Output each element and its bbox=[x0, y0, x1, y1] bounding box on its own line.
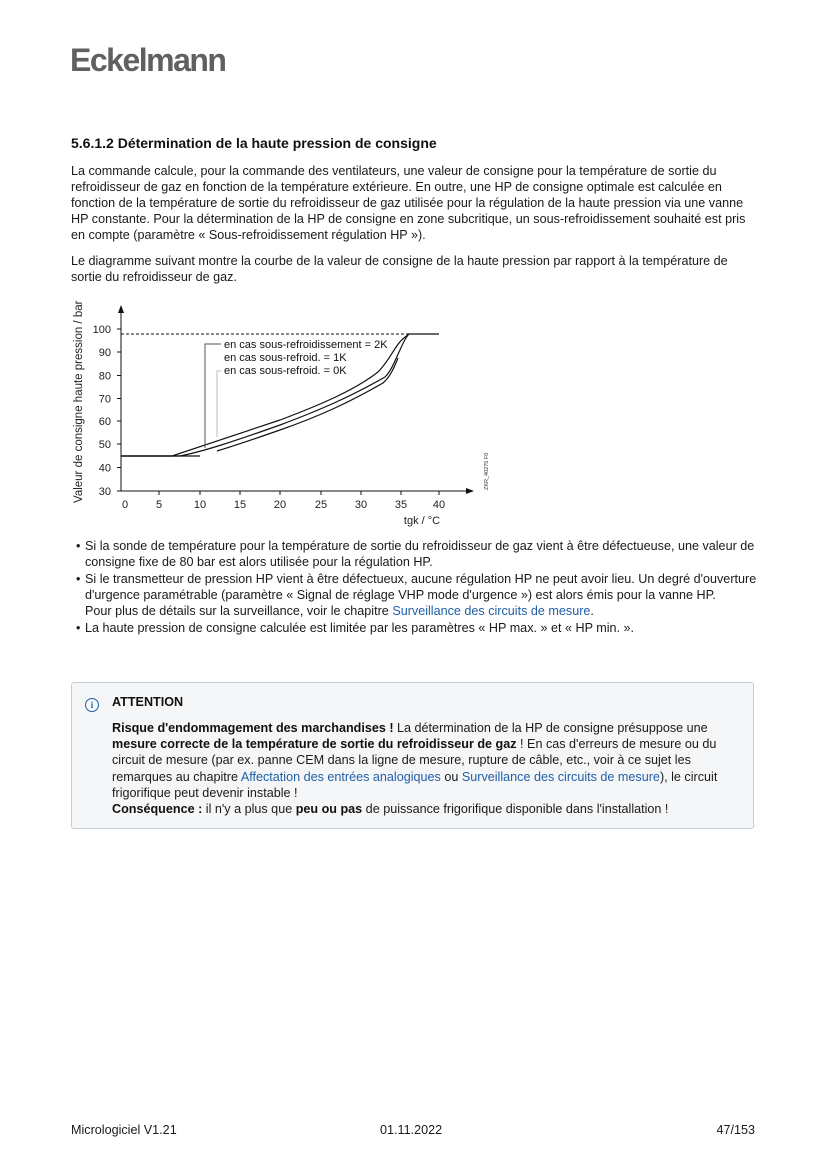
svg-text:70: 70 bbox=[98, 393, 111, 406]
bullet-item: • La haute pression de consigne calculée est limitée par les paramètres « HP max. » et « HP min. ». bbox=[71, 620, 771, 636]
y-ticks bbox=[117, 329, 121, 491]
svg-text:0: 0 bbox=[121, 499, 129, 511]
svg-text:en cas sous-refroid. = 1K: en cas sous-refroid. = 1K bbox=[224, 352, 347, 364]
svg-text:100: 100 bbox=[92, 324, 111, 336]
svg-text:30: 30 bbox=[98, 486, 111, 498]
axes bbox=[121, 310, 468, 491]
x-axis-arrow bbox=[466, 488, 474, 494]
svg-text:60: 60 bbox=[98, 416, 111, 428]
svg-text:en cas sous-refroidissement =: en cas sous-refroidissement = 2K bbox=[224, 339, 388, 351]
svg-text:20: 20 bbox=[273, 499, 287, 511]
x-axis-label: tgk / °C bbox=[403, 515, 441, 527]
svg-text:35: 35 bbox=[394, 499, 408, 511]
svg-text:80: 80 bbox=[98, 370, 111, 383]
footer-date: 01.11.2022 bbox=[380, 1123, 443, 1137]
info-icon: i bbox=[85, 698, 99, 712]
notice-title: ATTENTION bbox=[112, 695, 184, 709]
eckelmann-logo: Eckelmann bbox=[70, 42, 226, 78]
y-axis-label: Valeur de consigne haute pression / bar bbox=[73, 300, 85, 503]
svg-text:40: 40 bbox=[98, 462, 111, 475]
section-heading: 5.6.1.2 Détermination de la haute pression de consigne bbox=[71, 135, 437, 151]
legend-labels bbox=[224, 339, 388, 377]
link-surveillance-circuits-note[interactable]: Surveillance des circuits de mesure bbox=[461, 769, 660, 784]
y-axis-arrow bbox=[118, 305, 124, 313]
svg-text:30: 30 bbox=[354, 499, 368, 511]
intro-paragraph: La commande calcule, pour la commande des ventilateurs, une valeur de consigne pour la température de sortie du refroidisseur de gaz en fonction de la température extérieure. En outre, une HP de consigne optimale est calculée en fonction de la température de sortie du refroidisseur de gaz utilisée pour la régulation de la haute pression via une vanne HP constante. Pour la détermination de la HP de consigne en zone subcritique, un sous-refroidissement souhaité est pris en compte (paramètre « Sous-refroidissement régulation HP »). bbox=[71, 164, 746, 243]
bullet-item: • Si le transmetteur de pression HP vient à être défectueux, aucune régulation HP ne peut avoir lieu. Un degré d'ouverture d'urgence paramétrable (paramètre « Signal de réglage VHP mode d'urgence ») est alors émis pour la vanne HP. Pour plus de détails sur la surveillance, voir le chapitre Surveillance des circuits de mesure. bbox=[71, 571, 771, 619]
bullet-item: • Si la sonde de température pour la température de sortie du refroidisseur de gaz vient à être défectueuse, une valeur de consigne fixe de 80 bar est alors utilisée pour la régulation HP. bbox=[71, 538, 771, 570]
link-surveillance-circuits[interactable]: Surveillance des circuits de mesure bbox=[392, 604, 591, 619]
svg-text:25: 25 bbox=[314, 499, 328, 511]
footer-page-number: 47/153 bbox=[716, 1123, 755, 1137]
link-affectation-entrees[interactable]: Affectation des entrées analogiques bbox=[240, 769, 441, 784]
y-tick-labels bbox=[93, 324, 111, 498]
bullet-list bbox=[71, 538, 771, 638]
x-tick-labels bbox=[122, 499, 445, 511]
svg-text:50: 50 bbox=[98, 439, 111, 451]
legend-leaders bbox=[205, 344, 221, 448]
hp-setpoint-chart bbox=[66, 290, 506, 530]
svg-text:90: 90 bbox=[98, 347, 111, 359]
notice-body: Risque d'endommagement des marchandises ! La détermination de la HP de consigne présuppose une mesure correcte de la température de sortie du refroidisseur de gaz ! En cas d'erreurs de mesure ou du circuit de mesure (par ex. panne CEM dans la ligne de mesure, rupture de câble, etc., voir à ce sujet les remarques au chapitre Affectation des entrées analogiques ou Surveillance des circuits de mesure), le circuit frigorifique peut devenir instable ! Conséquence : il n'y a plus que peu ou pas de puissance frigorifique disponible dans l'installation ! bbox=[112, 721, 718, 817]
figure-code: ZKR_40275 F0 bbox=[484, 452, 490, 490]
svg-text:en cas sous-refroid. = 0K: en cas sous-refroid. = 0K bbox=[224, 365, 347, 377]
svg-text:10: 10 bbox=[193, 499, 207, 511]
svg-text:40: 40 bbox=[432, 499, 446, 511]
attention-notice bbox=[71, 682, 754, 829]
svg-text:5: 5 bbox=[155, 499, 163, 511]
svg-text:15: 15 bbox=[233, 499, 247, 511]
diagram-intro-paragraph: Le diagramme suivant montre la courbe de la valeur de consigne de la haute pression par rapport à la température de sortie du refroidisseur de gaz. bbox=[71, 254, 728, 285]
footer-version: Micrologiciel V1.21 bbox=[71, 1123, 177, 1137]
x-ticks bbox=[159, 491, 439, 495]
